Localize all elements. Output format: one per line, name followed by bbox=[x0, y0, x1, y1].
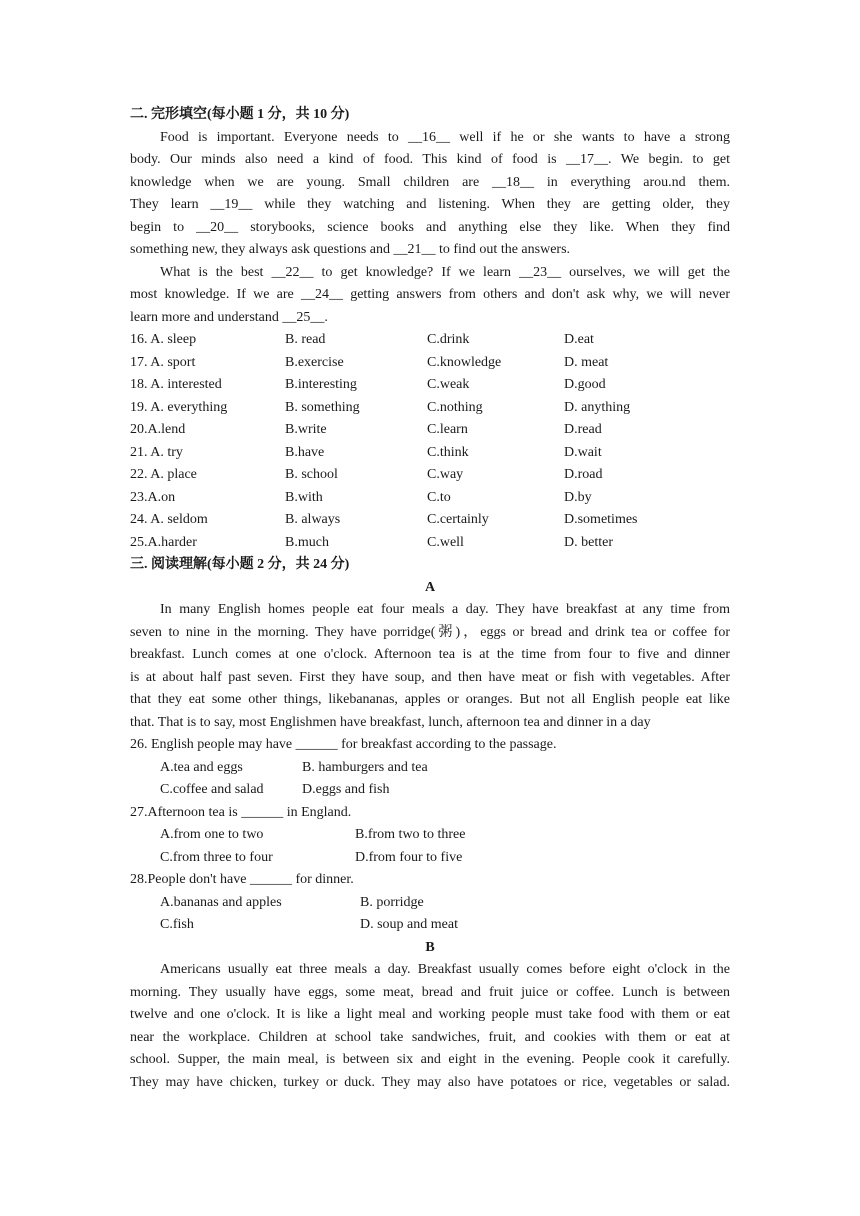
cloze-option: C.knowledge bbox=[427, 354, 502, 370]
cloze-passage-line: knowledge when we are young. Small children are __18__ in everything arou.nd them. bbox=[130, 174, 730, 190]
cloze-option: C.way bbox=[427, 467, 464, 482]
cloze-option: C.to bbox=[427, 489, 451, 505]
cloze-option: D.by bbox=[564, 489, 592, 505]
cloze-option: B.exercise bbox=[285, 354, 344, 370]
cloze-option: 23.A.on bbox=[130, 489, 176, 505]
reading-b-line: school. Supper, the main meal, is between six and eight in the evening. People cook it carefully. bbox=[130, 1052, 730, 1067]
answer-choice: A.tea and eggs bbox=[160, 759, 243, 775]
cloze-option-row bbox=[130, 442, 730, 465]
reading-a-line: breakfast. Lunch comes at one o'clock. Afternoon tea is at the time from four to five and dinner bbox=[130, 647, 730, 662]
cloze-option: B.with bbox=[285, 489, 323, 505]
reading-a-questions bbox=[130, 734, 730, 937]
cloze-option: C.learn bbox=[427, 422, 468, 437]
reading-b-line: twelve and one o'clock. It is like a light meal and working people must take food with them or eat bbox=[130, 1007, 730, 1022]
cloze-option-row bbox=[130, 329, 730, 352]
question-stem: 26. English people may have ______ for breakfast according to the passage. bbox=[130, 737, 557, 752]
cloze-passage-line: What is the best __22__ to get knowledge? If we learn __23__ ourselves, we will get the bbox=[160, 264, 730, 280]
cloze-option: C.drink bbox=[427, 332, 470, 347]
cloze-option: C.nothing bbox=[427, 399, 483, 415]
cloze-option: D.eat bbox=[564, 332, 594, 347]
cloze-option-row bbox=[130, 397, 730, 420]
question-stem: 28.People don't have ______ for dinner. bbox=[130, 872, 354, 887]
cloze-passage-line: learn more and understand __25__. bbox=[130, 309, 328, 325]
cloze-option: 21. A. try bbox=[130, 444, 183, 460]
question-option-row bbox=[130, 914, 730, 937]
reading-a-line: that. That is to say, most Englishmen have breakfast, lunch, afternoon tea and dinner in a day bbox=[130, 714, 651, 730]
cloze-option: B.write bbox=[285, 422, 327, 437]
reading-b-line: morning. They usually have eggs, some meat, bread and fruit juice or coffee. Lunch is between bbox=[130, 984, 730, 1000]
reading-a-line: seven to nine in the morning. They have porridge(粥)，eggs or bread and drink tea or coffee for bbox=[130, 624, 730, 640]
cloze-option: D.good bbox=[564, 377, 606, 392]
cloze-option: C.well bbox=[427, 534, 464, 550]
cloze-option: 25.A.harder bbox=[130, 534, 197, 550]
answer-choice: C.from three to four bbox=[160, 849, 273, 865]
cloze-option: B. school bbox=[285, 467, 338, 482]
question-option-row bbox=[130, 757, 730, 780]
question-option-row bbox=[130, 892, 730, 915]
cloze-passage-line: something new, they always ask questions and __21__ to find out the answers. bbox=[130, 242, 571, 257]
cloze-option-row bbox=[130, 419, 730, 442]
cloze-option: 20.A.lend bbox=[130, 422, 186, 437]
cloze-option: D.road bbox=[564, 467, 603, 482]
cloze-option-row bbox=[130, 487, 730, 510]
answer-choice: B. porridge bbox=[360, 894, 424, 910]
cloze-option-row bbox=[130, 374, 730, 397]
cloze-option: C.certainly bbox=[427, 512, 489, 527]
cloze-passage-line: begin to __20__ storybooks, science books and anything else they like. When they find bbox=[130, 219, 730, 235]
question-option-row bbox=[130, 847, 730, 870]
answer-choice: B.from two to three bbox=[355, 827, 466, 842]
cloze-options bbox=[130, 329, 730, 554]
cloze-option: B.interesting bbox=[285, 377, 357, 392]
cloze-option: 22. A. place bbox=[130, 467, 197, 482]
cloze-option: B.much bbox=[285, 534, 329, 550]
cloze-option: 24. A. seldom bbox=[130, 512, 208, 527]
reading-part-b-label: B bbox=[425, 939, 435, 955]
cloze-option: 16. A. sleep bbox=[130, 332, 197, 347]
answer-choice: D.from four to five bbox=[355, 849, 463, 865]
section-reading-title: 三. 阅读理解(每小题 2 分，共 24 分) bbox=[130, 557, 350, 572]
reading-a-line: In many English homes people eat four meals a day. They have breakfast at any time from bbox=[160, 602, 730, 617]
answer-choice: D. soup and meat bbox=[360, 917, 458, 932]
reading-a-line: that they eat some other things, likebananas, apples or oranges. But not all English people eat like bbox=[130, 692, 730, 707]
answer-choice: A.bananas and apples bbox=[160, 894, 282, 910]
cloze-option: D. anything bbox=[564, 399, 631, 415]
cloze-option-row bbox=[130, 352, 730, 375]
answer-choice: C.fish bbox=[160, 917, 194, 932]
cloze-option: B.have bbox=[285, 444, 325, 460]
cloze-option: C.think bbox=[427, 444, 469, 460]
reading-b-line: Americans usually eat three meals a day. Breakfast usually comes before eight o'clock in the bbox=[160, 962, 730, 977]
cloze-option-row bbox=[130, 464, 730, 487]
section-cloze bbox=[130, 104, 730, 1094]
section-cloze-title: 二. 完形填空(每小题 1 分，共 10 分) bbox=[130, 107, 350, 122]
reading-b-line: They may have chicken, turkey or duck. They may also have potatoes or rice, vegetables or salad. bbox=[130, 1074, 730, 1090]
reading-a-line: is at about half past seven. First they have soup, and then have meat or fish with vegetables. After bbox=[130, 669, 730, 685]
cloze-passage-line: Food is important. Everyone needs to __16__ well if he or she wants to have a strong bbox=[160, 129, 730, 145]
cloze-option-row bbox=[130, 509, 730, 532]
cloze-option: D. better bbox=[564, 534, 613, 550]
cloze-passage-line: most knowledge. If we are __24__ getting answers from others and don't ask why, we will never bbox=[130, 287, 730, 302]
cloze-option: D.read bbox=[564, 422, 602, 437]
cloze-passage-line: body. Our minds also need a kind of food. This kind of food is __17__. We begin. to get bbox=[130, 152, 730, 167]
cloze-option: D.wait bbox=[564, 444, 602, 460]
cloze-option: B. always bbox=[285, 512, 341, 527]
reading-b-line: near the workplace. Children at school take sandwiches, fruit, and cookies with them or eat at bbox=[130, 1029, 730, 1045]
answer-choice: C.coffee and salad bbox=[160, 782, 264, 797]
answer-choice: D.eggs and fish bbox=[302, 782, 390, 797]
cloze-option-row bbox=[130, 532, 730, 555]
reading-part-a-label: A bbox=[424, 579, 436, 595]
cloze-option: B. read bbox=[285, 332, 326, 347]
question-stem: 27.Afternoon tea is ______ in England. bbox=[130, 804, 352, 820]
cloze-option: D. meat bbox=[564, 354, 609, 370]
answer-choice: A.from one to two bbox=[160, 827, 264, 842]
question-option-row bbox=[130, 824, 730, 847]
question-option-row bbox=[130, 779, 730, 802]
cloze-option: 17. A. sport bbox=[130, 354, 196, 370]
cloze-option: B. something bbox=[285, 399, 360, 415]
answer-choice: B. hamburgers and tea bbox=[302, 759, 428, 775]
cloze-option: C.weak bbox=[427, 377, 470, 392]
cloze-passage-line: They learn __19__ while they watching and listening. When they are getting older, they bbox=[130, 197, 730, 212]
cloze-option: D.sometimes bbox=[564, 512, 638, 527]
cloze-option: 19. A. everything bbox=[130, 399, 228, 415]
cloze-option: 18. A. interested bbox=[130, 377, 222, 392]
